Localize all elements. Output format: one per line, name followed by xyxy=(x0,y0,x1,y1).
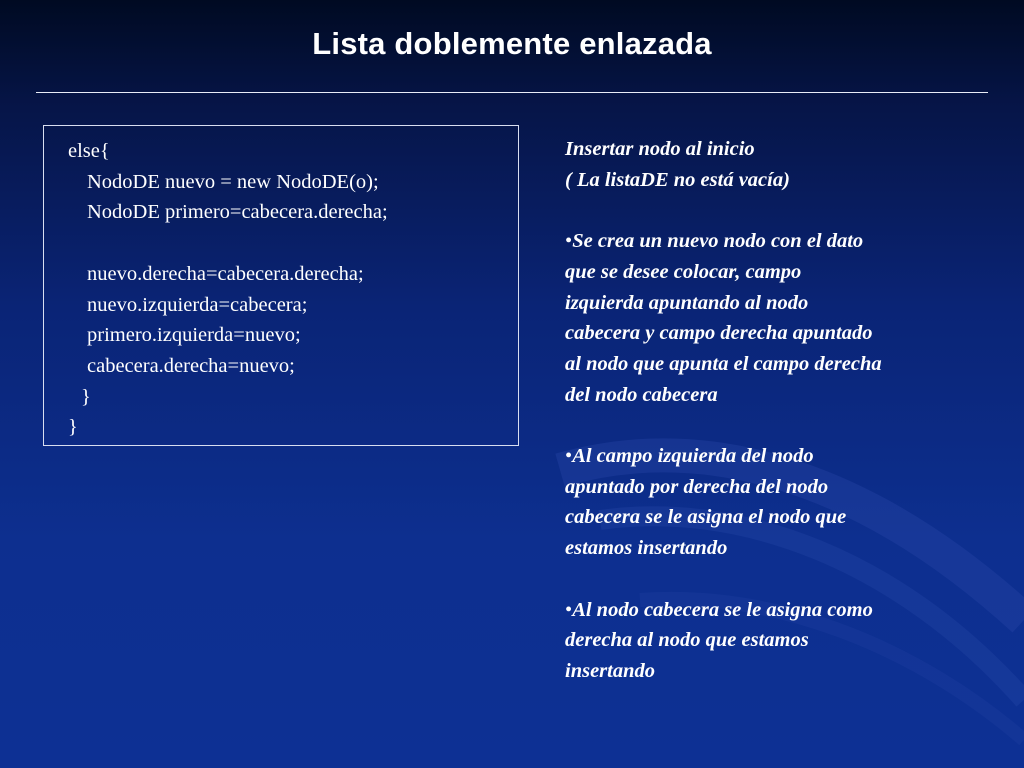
bullet-line: insertando xyxy=(565,659,655,682)
code-line: nuevo.derecha=cabecera.derecha; xyxy=(87,263,364,285)
title-divider xyxy=(36,92,988,93)
bullet-line xyxy=(565,595,985,626)
code-line: cabecera.derecha=nuevo; xyxy=(87,355,295,377)
code-line: else{ xyxy=(68,140,110,162)
code-line: nuevo.izquierda=cabecera; xyxy=(87,294,308,316)
bullet-icon: • xyxy=(565,230,573,253)
bullet-line xyxy=(565,226,985,257)
code-line: primero.izquierda=nuevo; xyxy=(87,324,301,346)
description-subheading: ( La listaDE no está vacía) xyxy=(565,168,790,191)
bullet-line: izquierda apuntando al nodo xyxy=(565,291,809,314)
code-line: } xyxy=(68,416,78,438)
bullet-line: que se desee colocar, campo xyxy=(565,260,802,283)
bullet-line: al nodo que apunta el campo derecha xyxy=(565,352,882,375)
code-line: NodoDE nuevo = new NodoDE(o); xyxy=(87,171,379,193)
code-line: } xyxy=(81,386,91,408)
bullet-text: Al nodo cabecera se le asigna como xyxy=(572,598,873,621)
slide-title: Lista doblemente enlazada xyxy=(312,26,712,61)
code-box xyxy=(43,125,519,446)
bullet-text: Al campo izquierda del nodo xyxy=(572,445,814,467)
bullet-line: estamos insertando xyxy=(565,537,728,560)
bullet-icon: • xyxy=(565,598,573,621)
code-line: NodoDE primero=cabecera.derecha; xyxy=(87,201,388,223)
bullet-text: Se crea un nuevo nodo con el dato xyxy=(572,230,864,253)
bullet-line: apuntado por derecha del nodo xyxy=(565,475,829,498)
bullet-line: derecha al nodo que estamos xyxy=(565,629,809,652)
bullet-line: del nodo cabecera xyxy=(565,383,718,406)
bullet-line: cabecera y campo derecha apuntado xyxy=(565,322,873,345)
description-panel xyxy=(565,134,985,687)
bullet-icon: • xyxy=(565,445,573,467)
bullet-line: cabecera se le asigna el nodo que xyxy=(565,506,847,529)
description-heading: Insertar nodo al inicio xyxy=(565,138,755,160)
bullet-line xyxy=(565,441,985,472)
